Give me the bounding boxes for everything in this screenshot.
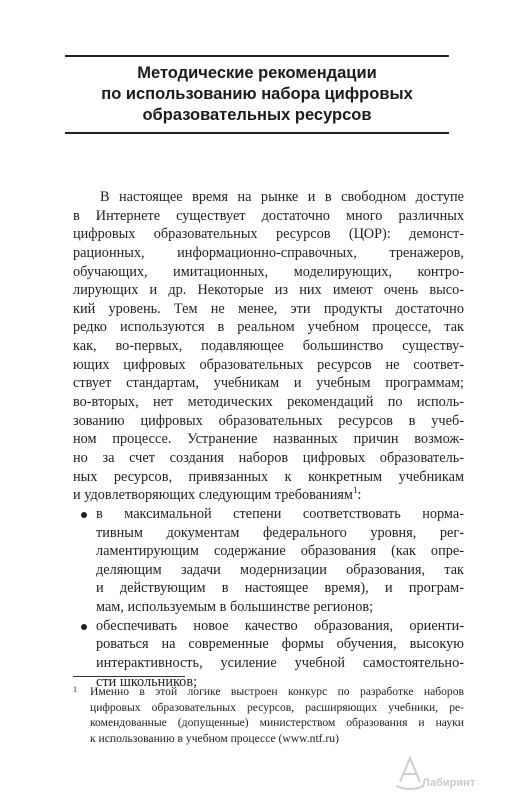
text-line: как, во-первых, подавляющее большинство существу-: [73, 338, 464, 355]
text-line: обучающих, имитационных, моделирующих, контро-: [73, 263, 464, 280]
body-text: [73, 188, 464, 691]
bullet-item: [73, 505, 464, 617]
footnote-line: Именно в этой логике выстроен конкурс по разработке наборов: [90, 685, 464, 698]
bullet-text: в максимальной степени соответствовать норма-: [96, 505, 464, 522]
text-line: цифровых образовательных ресурсов (ЦОР): демонст-: [73, 226, 464, 243]
text-line: В настоящее время на рынке и в свободном доступе: [100, 189, 464, 205]
bullet-line: [73, 617, 464, 636]
bullet-line: и действующим в настоящее время), и програм-: [96, 580, 464, 597]
section-title: [65, 55, 449, 134]
footnote: [73, 684, 464, 746]
text-line: во-вторых, нет методических рекомендаций по исполь-: [73, 394, 464, 411]
text-line: и удовлетворяющих следующим требованиям$^1$:: [73, 486, 362, 504]
bullet-line: [73, 505, 464, 524]
bullet-text: обеспечивать новое качество образования, ориенти-: [96, 617, 464, 634]
text-line: лирующих и др. Некоторые из них имеют очень высо-: [73, 282, 464, 299]
text-line: но за счет создания наборов цифровых образователь-: [73, 449, 464, 466]
title-line: Методические рекомендации: [137, 64, 377, 82]
bullet-icon: [81, 624, 87, 630]
footnote-reference: 1: [352, 486, 358, 496]
bullet-line: деляющим задачи модернизации образования, так: [96, 561, 464, 578]
bullet-line: роваться на современные формы обучения, высокую: [96, 636, 464, 653]
text-line: ных ресурсов, привязанных к конкретным учебникам: [73, 468, 464, 485]
text-line: в Интернете существует достаточно много различных: [73, 207, 464, 224]
text-line: кий уровень. Тем не менее, эти продукты достаточно: [73, 300, 464, 317]
intro-paragraph: [73, 188, 464, 505]
text-line: редко используются в реальном учебном процессе, так: [73, 319, 464, 336]
bullet-icon: [81, 512, 87, 518]
footnote-line: комендованные (допущенные) министерством образования и науки: [90, 716, 464, 729]
title-line: по использованию набора цифровых: [101, 85, 413, 103]
bullet-line: сти школьников;: [96, 673, 198, 690]
text-line-content: и удовлетворяющих следующим требованиям: [73, 487, 353, 504]
text-line: зованию цифровых образовательных ресурсов в учеб-: [73, 412, 464, 429]
footnote-mark: 1: [73, 685, 77, 694]
footnote-line: к использованию в учебном процессе (www.ntf.ru): [90, 731, 339, 745]
bullet-line: тивным документам федерального уровня, рег-: [96, 524, 464, 541]
bullet-line: ламентирующим содержание образования (как опре-: [96, 543, 464, 560]
text-line: ном процессе. Устранение названных причин возмож-: [73, 431, 464, 448]
labirint-watermark-icon: [392, 752, 497, 796]
bullet-line: мам, используемым в большинстве регионов;: [96, 599, 374, 616]
text-line: рационных, информационно-справочных, тренажеров,: [73, 244, 464, 261]
watermark-text: Лабиринт: [422, 777, 476, 789]
text-line: ющих цифровых образовательных ресурсов не соответ-: [73, 356, 464, 373]
title-line: образовательных ресурсов: [142, 106, 372, 124]
bullet-item: [73, 617, 464, 692]
footnote-divider: [73, 676, 185, 677]
footnote-line: цифровых образовательных ресурсов, расширяющих учебники, ре-: [90, 700, 464, 714]
bullet-line: интерактивность, усиление учебной самостоятельно-: [96, 655, 464, 672]
text-line: ствует стандартам, учебникам и учебным программам;: [73, 375, 464, 392]
